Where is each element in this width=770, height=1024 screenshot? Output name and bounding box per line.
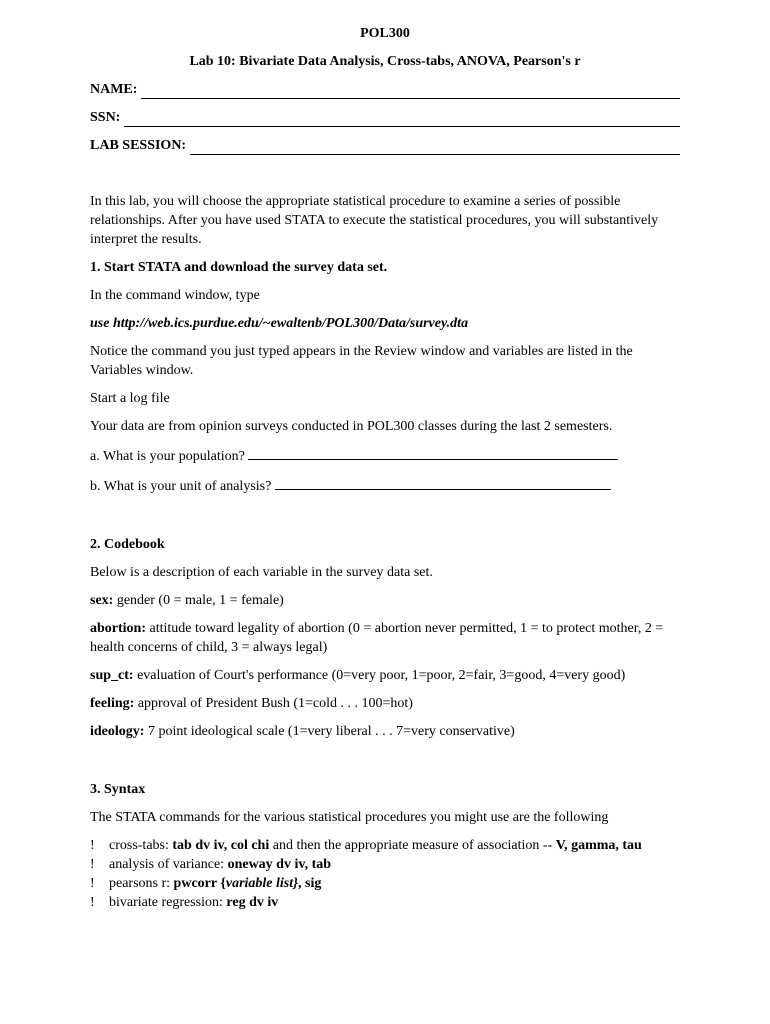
section3-heading: 3. Syntax	[90, 782, 146, 797]
syntax-label: cross-tabs:	[109, 838, 173, 853]
syntax-command: tab dv iv, col chi	[172, 838, 270, 853]
list-item	[90, 836, 680, 855]
syntax-label: pearsons r:	[109, 876, 174, 891]
question-b-answer-line[interactable]	[275, 475, 611, 490]
list-item	[90, 874, 680, 893]
command-instruction: In the command window, type	[90, 288, 260, 303]
codebook-entry-feeling	[90, 694, 680, 713]
lab-session-field[interactable]	[90, 136, 680, 155]
lab-title: Lab 10: Bivariate Data Analysis, Cross-tabs, ANOVA, Pearson's r	[189, 54, 581, 69]
stata-use-command: use http://web.ics.purdue.edu/~ewaltenb/POL300/Data/survey.dta	[90, 316, 469, 331]
syntax-description: The STATA commands for the various statistical procedures you might use are the following	[90, 810, 609, 825]
variable-name: ideology:	[90, 724, 145, 739]
codebook-entry-sup-ct	[90, 666, 680, 685]
bullet-marker: !	[90, 838, 95, 853]
list-item	[90, 855, 680, 874]
name-label: NAME:	[90, 82, 138, 97]
ssn-field[interactable]	[90, 108, 680, 127]
name-field[interactable]	[90, 80, 680, 99]
ssn-label: SSN:	[90, 110, 121, 125]
variable-description: approval of President Bush (1=cold . . . 100=hot)	[134, 696, 413, 711]
syntax-argument: variable list}	[225, 876, 299, 891]
spacer	[90, 750, 680, 780]
spacer	[90, 164, 680, 192]
question-a	[90, 445, 680, 466]
pearsons-r-syntax	[109, 874, 321, 893]
variable-description: attitude toward legality of abortion (0 = abortion never permitted, 1 = to protect mother, 2 = health concerns of child, 3 = always legal)	[90, 621, 664, 655]
syntax-label: analysis of variance:	[109, 857, 228, 872]
name-blank-line[interactable]	[141, 84, 680, 99]
lab-session-label: LAB SESSION:	[90, 138, 187, 153]
association-measures: V, gamma, tau	[555, 838, 642, 853]
anova-syntax	[109, 855, 331, 874]
data-source-note: Your data are from opinion surveys conducted in POL300 classes during the last 2 semesters.	[90, 419, 613, 434]
codebook-entry-abortion	[90, 619, 680, 657]
variable-name: sex:	[90, 593, 114, 608]
syntax-note: and then the appropriate measure of association --	[269, 838, 556, 853]
syntax-option: , sig	[298, 876, 322, 891]
codebook-entry-ideology	[90, 722, 680, 741]
question-a-text: a. What is your population?	[90, 449, 245, 464]
variable-description: evaluation of Court's performance (0=very poor, 1=poor, 2=fair, 3=good, 4=very good)	[133, 668, 626, 683]
syntax-command: reg dv iv	[226, 895, 279, 910]
syntax-label: bivariate regression:	[109, 895, 227, 910]
codebook-description: Below is a description of each variable in the survey data set.	[90, 565, 433, 580]
syntax-command: oneway dv iv, tab	[227, 857, 332, 872]
bullet-marker: !	[90, 895, 95, 910]
codebook-entry-sex	[90, 591, 680, 610]
variable-name: sup_ct:	[90, 668, 134, 683]
intro-paragraph: In this lab, you will choose the appropriate statistical procedure to examine a series of possible relationships. After you have used STATA to execute the statistical procedures, you will substantively interpret the results.	[90, 194, 659, 247]
spacer	[90, 505, 680, 535]
bullet-marker: !	[90, 857, 95, 872]
variable-name: feeling:	[90, 696, 135, 711]
bullet-marker: !	[90, 876, 95, 891]
question-a-answer-line[interactable]	[248, 445, 618, 460]
notice-paragraph: Notice the command you just typed appears in the Review window and variables are listed in the Variables window.	[90, 344, 633, 378]
question-b	[90, 475, 680, 496]
syntax-command: pwcorr {	[173, 876, 226, 891]
question-b-text: b. What is your unit of analysis?	[90, 479, 272, 494]
variable-description: 7 point ideological scale (1=very liberal . . . 7=very conservative)	[144, 724, 515, 739]
crosstabs-syntax	[109, 836, 642, 855]
lab-session-blank-line[interactable]	[190, 140, 680, 155]
syntax-list	[90, 836, 680, 912]
section1-heading: 1. Start STATA and download the survey data set.	[90, 260, 388, 275]
variable-description: gender (0 = male, 1 = female)	[113, 593, 284, 608]
variable-name: abortion:	[90, 621, 146, 636]
section2-heading: 2. Codebook	[90, 537, 165, 552]
course-title: POL300	[360, 26, 410, 41]
document-page	[90, 24, 680, 912]
log-instruction: Start a log file	[90, 391, 170, 406]
list-item	[90, 893, 680, 912]
regression-syntax	[109, 893, 278, 912]
ssn-blank-line[interactable]	[124, 112, 680, 127]
